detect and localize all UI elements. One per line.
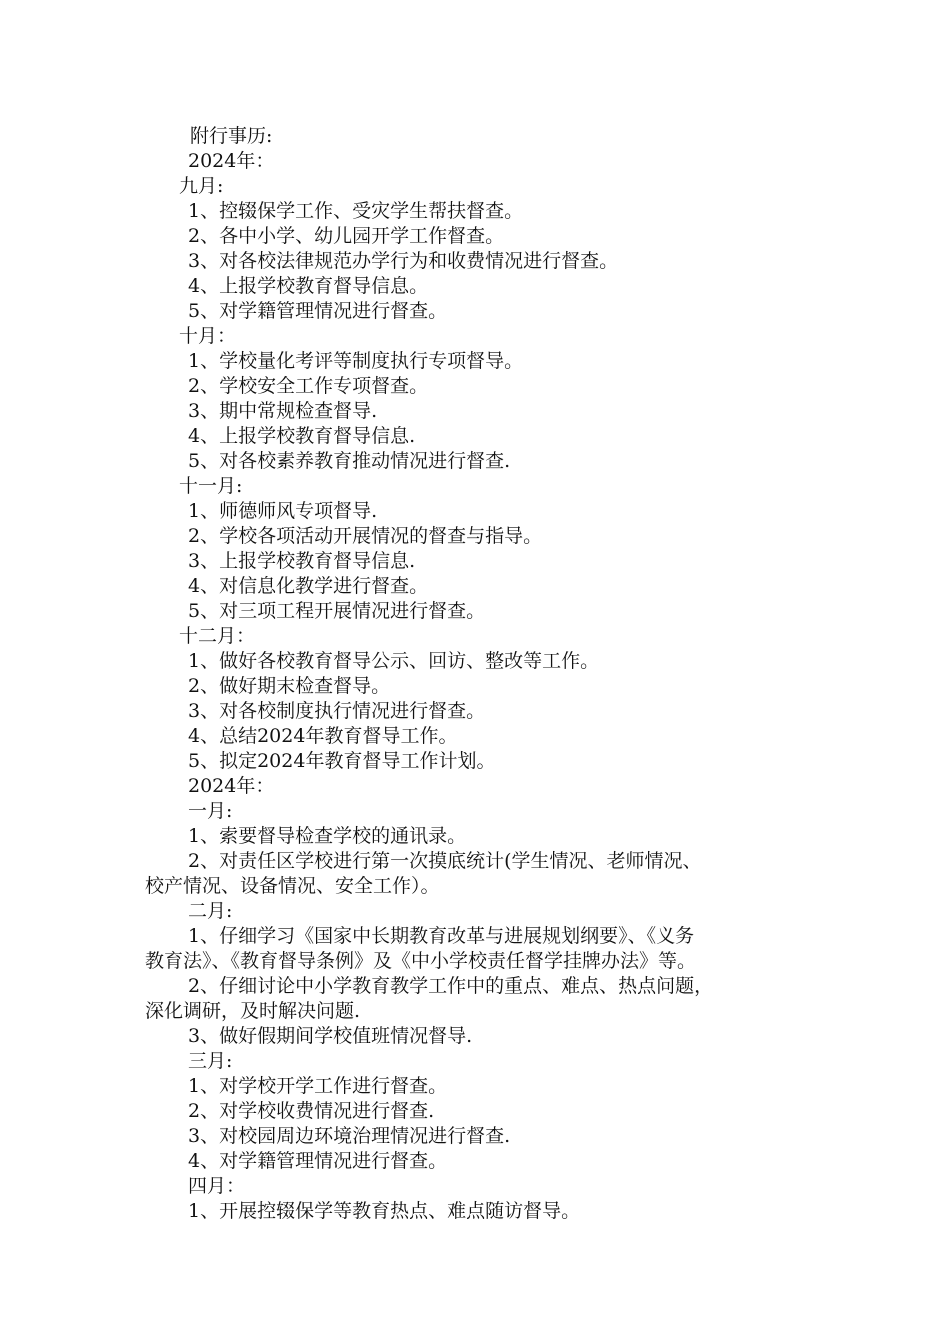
- list-item: 1、控辍保学工作、受灾学生帮扶督查。: [188, 200, 524, 222]
- list-item: 2、对学校收费情况进行督查.: [188, 1100, 435, 1122]
- list-item: 1、师德师风专项督导.: [188, 500, 378, 522]
- list-item: 2、各中小学、幼儿园开学工作督查。: [188, 225, 505, 247]
- list-item: 1、对学校开学工作进行督查。: [188, 1075, 448, 1097]
- year-heading: 2024年：: [188, 150, 275, 172]
- list-item: 2、学校安全工作专项督查。: [188, 375, 429, 397]
- month-heading-january: 一月:: [188, 800, 233, 822]
- list-item: 4、总结2024年教育督导工作。: [188, 725, 458, 747]
- list-item: 5、拟定2024年教育督导工作计划。: [188, 750, 496, 772]
- doc-title: 附行事历:: [190, 125, 273, 147]
- list-item: 4、上报学校教育督导信息.: [188, 425, 416, 447]
- list-item: 3、上报学校教育督导信息.: [188, 550, 416, 572]
- list-item: 5、对三项工程开展情况进行督查。: [188, 600, 486, 622]
- list-item: 3、对各校制度执行情况进行督查。: [188, 700, 486, 722]
- month-heading-march: 三月:: [188, 1050, 233, 1072]
- document-body: [145, 124, 810, 1224]
- list-item: 2、做好期末检查督导。: [188, 675, 391, 697]
- list-item: 1、学校量化考评等制度执行专项督导。: [188, 350, 524, 372]
- list-item-continuation: 深化调研，及时解决问题.: [145, 1000, 361, 1022]
- list-item: 1、仔细学习《国家中长期教育改革与进展规划纲要》、《义务: [188, 925, 695, 947]
- month-heading-april: 四月：: [188, 1175, 246, 1197]
- list-item: 5、对各校素养教育推动情况进行督查.: [188, 450, 511, 472]
- list-item: 1、做好各校教育督导公示、回访、整改等工作。: [188, 650, 600, 672]
- list-item: 3、对校园周边环境治理情况进行督查.: [188, 1125, 511, 1147]
- list-item-continuation: 校产情况、设备情况、安全工作）。: [145, 875, 440, 897]
- list-item: 4、对信息化教学进行督查。: [188, 575, 429, 597]
- list-item: 2、学校各项活动开展情况的督查与指导。: [188, 525, 543, 547]
- list-item: 2、仔细讨论中小学教育教学工作中的重点、难点、热点问题，: [188, 975, 714, 997]
- list-item: 3、期中常规检查督导.: [188, 400, 378, 422]
- list-item: 3、做好假期间学校值班情况督导.: [188, 1025, 473, 1047]
- month-heading-december: 十二月：: [179, 625, 256, 647]
- list-item: 3、对各校法律规范办学行为和收费情况进行督查。: [188, 250, 619, 272]
- month-heading-september: 九月:: [179, 175, 224, 197]
- list-item: 2、对责任区学校进行第一次摸底统计(学生情况、老师情况、: [188, 850, 702, 872]
- list-item: 5、对学籍管理情况进行督查。: [188, 300, 448, 322]
- list-item: 1、开展控辍保学等教育热点、难点随访督导。: [188, 1200, 581, 1222]
- list-item-continuation: 教育法》、《教育督导条例》及《中小学校责任督学挂牌办法》等。: [145, 950, 697, 972]
- month-heading-october: 十月：: [179, 325, 237, 347]
- year-heading: 2024年：: [188, 775, 275, 797]
- month-heading-november: 十一月:: [179, 475, 243, 497]
- list-item: 4、对学籍管理情况进行督查。: [188, 1150, 448, 1172]
- list-item: 1、索要督导检查学校的通讯录。: [188, 825, 467, 847]
- list-item: 4、上报学校教育督导信息。: [188, 275, 429, 297]
- month-heading-february: 二月:: [188, 900, 233, 922]
